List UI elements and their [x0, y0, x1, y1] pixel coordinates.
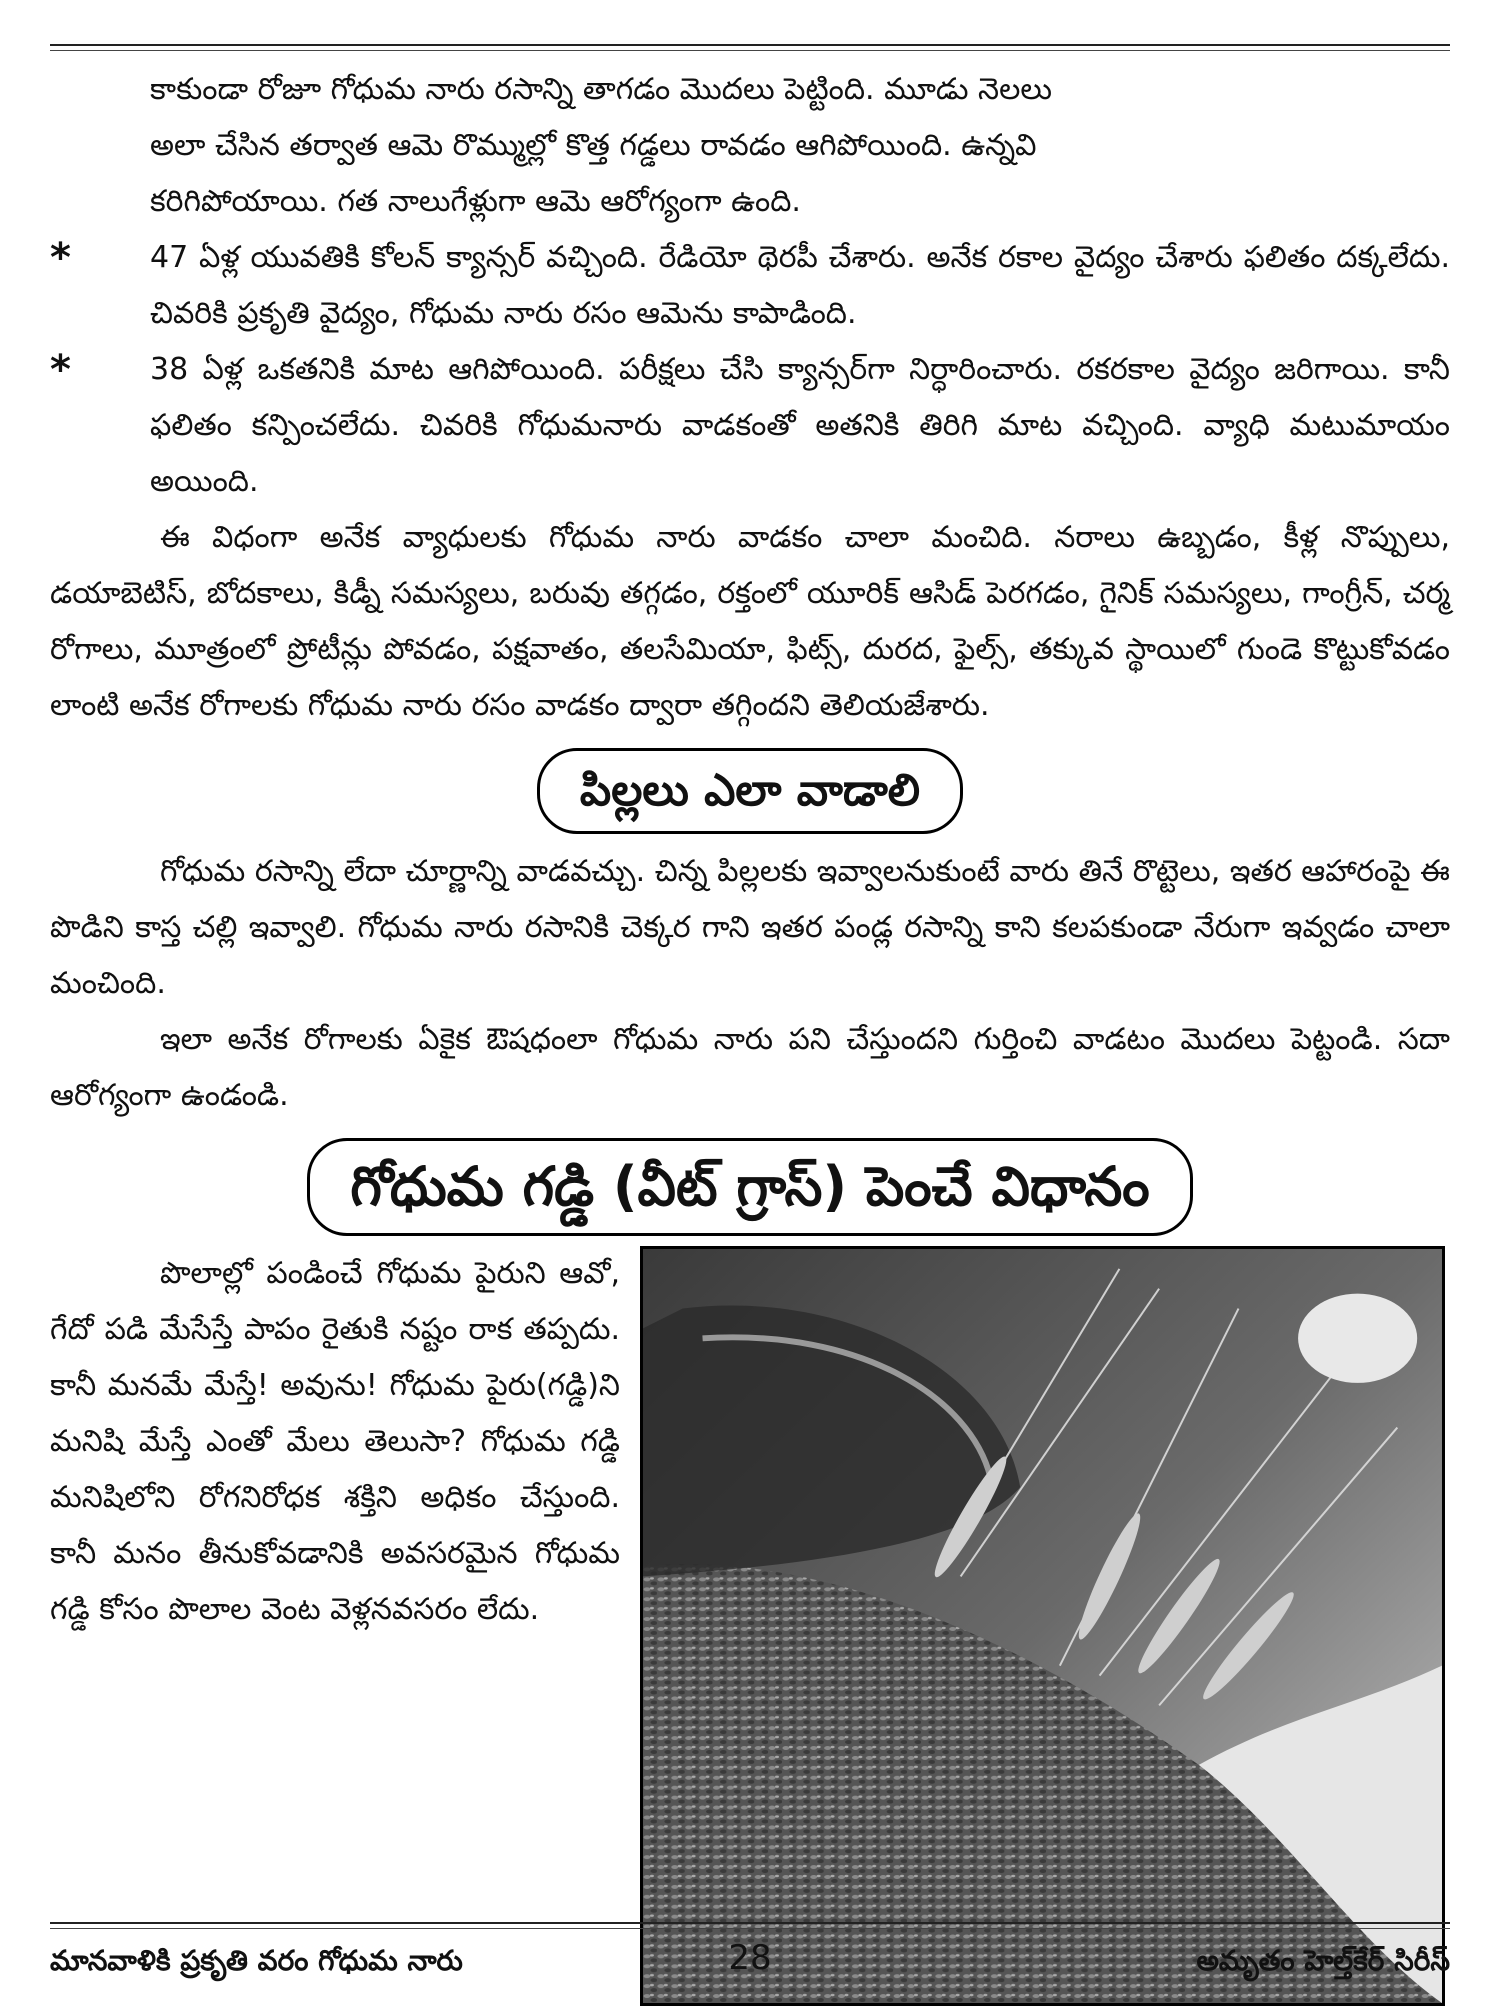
intro-line-3: కరిగిపోయాయి. గత నాలుగేళ్లుగా ఆమె ఆరోగ్యంగా ఉంది.	[150, 184, 801, 219]
bullet-item	[50, 342, 1450, 510]
footer-series-title: అమృతం హెల్త్‌కేర్ సిరీస్	[1196, 1944, 1450, 1977]
children-paragraph-2: ఇలా అనేక రోగాలకు ఏకైక ఔషధంలా గోధుమ నారు పని చేస్తుందని గుర్తించి వాడటం మొదలు పెట్టండి. సదా ఆరోగ్యంగా ఉండండి.	[50, 1022, 1450, 1113]
top-rule	[50, 44, 1450, 46]
top-rule-thin	[50, 50, 1450, 51]
bullet-item	[50, 230, 1450, 342]
growing-paragraph: పొలాల్లో పండించే గోధుమ పైరుని ఆవో, గేదో పడి మేసేస్తే పాపం రైతుకి నష్టం రాక తప్పదు. కానీ మనమే మేస్తే! అవును! గోధుమ పైరు(గడ్డి)ని మనిషి మేస్తే ఎంతో మేలు తెలుసా? గోధుమ గడ్డి మనిషిలోని రోగనిరోధక శక్తిని అధికం చేస్తుంది. కానీ మనం తీనుకోవడానికి అవసరమైన గోధుమ గడ్డి కోసం పొలాల వెంట వెళ్లనవసరం లేదు.	[50, 1256, 620, 1627]
section-heading-wrap	[50, 748, 1450, 834]
growing-text	[50, 1246, 620, 1638]
bullet-text: 47 ఏళ్ల యువతికి కోలన్ క్యాన్సర్ వచ్చింది. రేడియో థెరపీ చేశారు. అనేక రకాల వైద్యం చేశారు ఫలితం దక్కలేదు. చివరికి ప్రకృతి వైద్యం, గోధుమ నారు రసం ఆమెను కాపాడింది.	[150, 240, 1450, 331]
bullet-star: *	[50, 347, 71, 393]
section-heading-children: పిల్లలు ఎలా వాడాలి	[537, 748, 963, 834]
children-paragraph-1: గోధుమ రసాన్ని లేదా చూర్ణాన్ని వాడవచ్చు. చిన్న పిల్లలకు ఇవ్వాలనుకుంటే వారు తినే రొట్టెలు, ఇతర ఆహారంపై ఈ పొడిని కాస్త చల్లి ఇవ్వాలి. గోధుమ నారు రసానికి చెక్కర గాని ఇతర పండ్ల రసాన్ని కాని కలపకుండా నేరుగా ఇవ్వడం చాలా మంచింది.	[50, 854, 1450, 1001]
page-number: 28	[728, 1938, 772, 1978]
growing-section	[50, 1246, 1450, 2006]
page-content	[50, 62, 1450, 2006]
bullet-star: *	[50, 235, 71, 281]
section-heading-wrap	[50, 1138, 1450, 1236]
intro-line-1: కాకుండా రోజూ గోధుమ నారు రసాన్ని తాగడం మొదలు పెట్టింది. మూడు నెలలు	[150, 72, 1053, 107]
section-heading-growing: గోధుమ గడ్డి (వీట్ గ్రాస్) పెంచే విధానం	[307, 1138, 1192, 1236]
bottom-rule-thin	[50, 1928, 1450, 1929]
wheat-photo	[640, 1246, 1445, 2006]
bottom-rule	[50, 1922, 1450, 1924]
footer-book-title: మానవాళికి ప్రకృతి వరం గోధుమ నారు	[50, 1944, 463, 1977]
summary-paragraph: ఈ విధంగా అనేక వ్యాధులకు గోధుమ నారు వాడకం చాలా మంచిది. నరాలు ఉబ్బడం, కీళ్ల నొప్పులు, డయాబెటిస్, బోదకాలు, కిడ్నీ సమస్యలు, బరువు తగ్గడం, రక్తంలో యూరిక్ ఆసిడ్ పెరగడం, గైనిక్ సమస్యలు, గాంగ్రీన్, చర్మ రోగాలు, మూత్రంలో ప్రోటీన్లు పోవడం, పక్షవాతం, తలసేమియా, ఫిట్స్, దురద, ఫైల్స్, తక్కువ స్థాయిలో గుండె కొట్టుకోవడం లాంటి అనేక రోగాలకు గోధుమ నారు రసం వాడకం ద్వారా తగ్గిందని తెలియజేశారు.	[50, 520, 1450, 723]
wheat-image	[643, 1249, 1442, 2003]
bullet-text: 38 ఏళ్ల ఒకతనికి మాట ఆగిపోయింది. పరీక్షలు చేసి క్యాన్సర్‌గా నిర్ధారించారు. రకరకాల వైద్యం జరిగాయి. కానీ ఫలితం కన్పించలేదు. చివరికి గోధుమనారు వాడకంతో అతనికి తిరిగి మాట వచ్చింది. వ్యాధి మటుమాయం అయింది.	[150, 352, 1450, 499]
intro-line-2: అలా చేసిన తర్వాత ఆమె రొమ్ముల్లో కొత్త గడ్డలు రావడం ఆగిపోయింది. ఉన్నవి	[150, 128, 1037, 163]
